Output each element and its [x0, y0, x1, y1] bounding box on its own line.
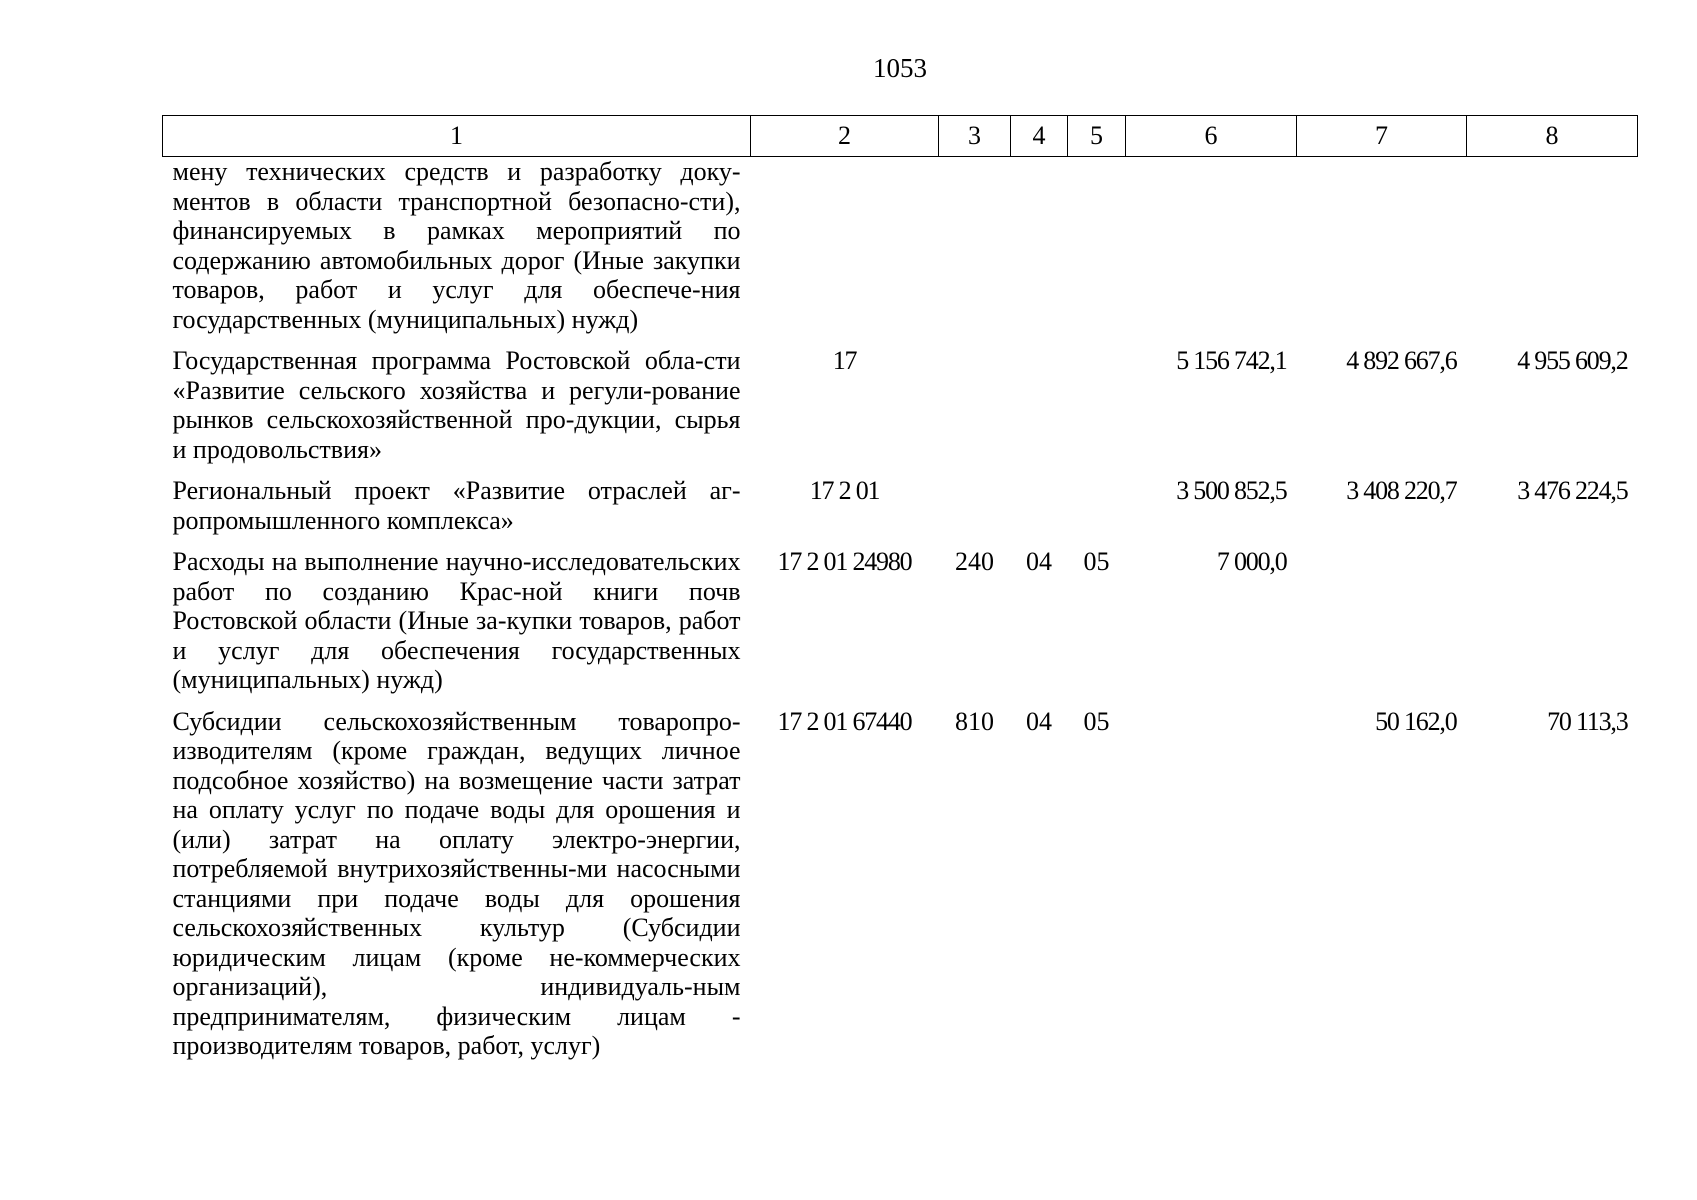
amount-col7-cell: 50 162,0: [1375, 706, 1457, 736]
section-cell: 04: [1026, 547, 1052, 576]
amount-col7-cell: [1297, 157, 1467, 347]
table-row: [163, 547, 1638, 707]
expense-type-cell: [939, 157, 1011, 347]
section-cell: [1011, 157, 1068, 347]
target-code-cell: [751, 157, 939, 347]
expense-type-cell: [939, 346, 1011, 476]
subsection-cell: [1068, 476, 1126, 547]
column-header-6: 6: [1126, 116, 1297, 157]
amount-col8-cell: [1467, 157, 1638, 347]
column-header-1: 1: [163, 116, 751, 157]
column-header-8: 8: [1467, 116, 1638, 157]
amount-col6-cell: [1126, 707, 1297, 1073]
target-code-cell: 17 2 01: [809, 476, 880, 505]
amount-col6-cell: [1126, 157, 1297, 347]
section-cell: [1011, 476, 1068, 547]
column-header-2: 2: [751, 116, 939, 157]
amount-col6-cell: 7 000,0: [1216, 547, 1287, 576]
amount-col7-cell: [1297, 547, 1467, 707]
target-code-cell: 17 2 01 67440: [777, 706, 912, 736]
subsection-cell: 05: [1083, 706, 1110, 736]
table-row: [163, 346, 1638, 476]
expense-name-cell: Расходы на выполнение научно-исследовательских работ по созданию Крас-ной книги почв Ростовской области (Иные за-купки товаров, работ и услуг для обеспечения государственных (муниципальных) нужд): [172, 547, 741, 694]
expense-name-cell: Региональный проект «Развитие отраслей аг-ропромышленного комплекса»: [172, 476, 741, 535]
amount-col8-cell: 3 476 224,5: [1517, 476, 1628, 505]
target-code-cell: 17: [832, 346, 857, 375]
subsection-cell: [1068, 157, 1126, 347]
expense-name-cell: мену технических средств и разработку доку-ментов в области транспортной безопасно-сти), финансируемых в рамках мероприятий по содержанию автомобильных дорог (Иные закупки товаров, работ и услуг для обеспече-ния государственных (муниципальных) нужд): [172, 157, 741, 334]
column-header-3: 3: [939, 116, 1011, 157]
table-row: [163, 707, 1638, 1073]
column-number-header-row: [163, 116, 1638, 157]
column-header-7: 7: [1297, 116, 1467, 157]
column-header-4: 4: [1011, 116, 1068, 157]
column-header-5: 5: [1068, 116, 1126, 157]
amount-col7-cell: 3 408 220,7: [1346, 476, 1457, 505]
expense-name-cell: Субсидии сельскохозяйственным товаропро-изводителям (кроме граждан, ведущих личное подсобное хозяйство) на возмещение части затрат на оплату услуг по подаче воды для орошения и (или) затрат на оплату электро-энергии, потребляемой внутрихозяйственны-ми насосными станциями при подаче воды для орошения сельскохозяйственных культур (Субсидии юридическим лицам (кроме не-коммерческих организаций), индивидуаль-ным предпринимателям, физическим лицам - производителям товаров, работ, услуг): [172, 706, 741, 1060]
subsection-cell: [1068, 346, 1126, 476]
expense-type-cell: 240: [955, 547, 994, 576]
amount-col8-cell: 4 955 609,2: [1517, 346, 1628, 375]
table-row: [163, 157, 1638, 347]
target-code-cell: 17 2 01 24980: [777, 547, 912, 576]
amount-col8-cell: [1467, 547, 1638, 707]
budget-table: [162, 115, 1638, 1073]
subsection-cell: 05: [1083, 547, 1110, 576]
amount-col7-cell: 4 892 667,6: [1346, 346, 1457, 375]
section-cell: [1011, 346, 1068, 476]
expense-type-cell: 810: [955, 706, 994, 736]
amount-col8-cell: 70 113,3: [1547, 706, 1628, 736]
expense-type-cell: [939, 476, 1011, 547]
amount-col6-cell: 3 500 852,5: [1176, 476, 1287, 505]
amount-col6-cell: 5 156 742,1: [1176, 346, 1287, 375]
page-number: 1053: [873, 53, 927, 83]
expense-name-cell: Государственная программа Ростовской обла-сти «Развитие сельского хозяйства и регули-рование рынков сельскохозяйственной про-дукции, сырья и продовольствия»: [172, 346, 741, 464]
section-cell: 04: [1026, 706, 1052, 736]
table-row: [163, 476, 1638, 547]
